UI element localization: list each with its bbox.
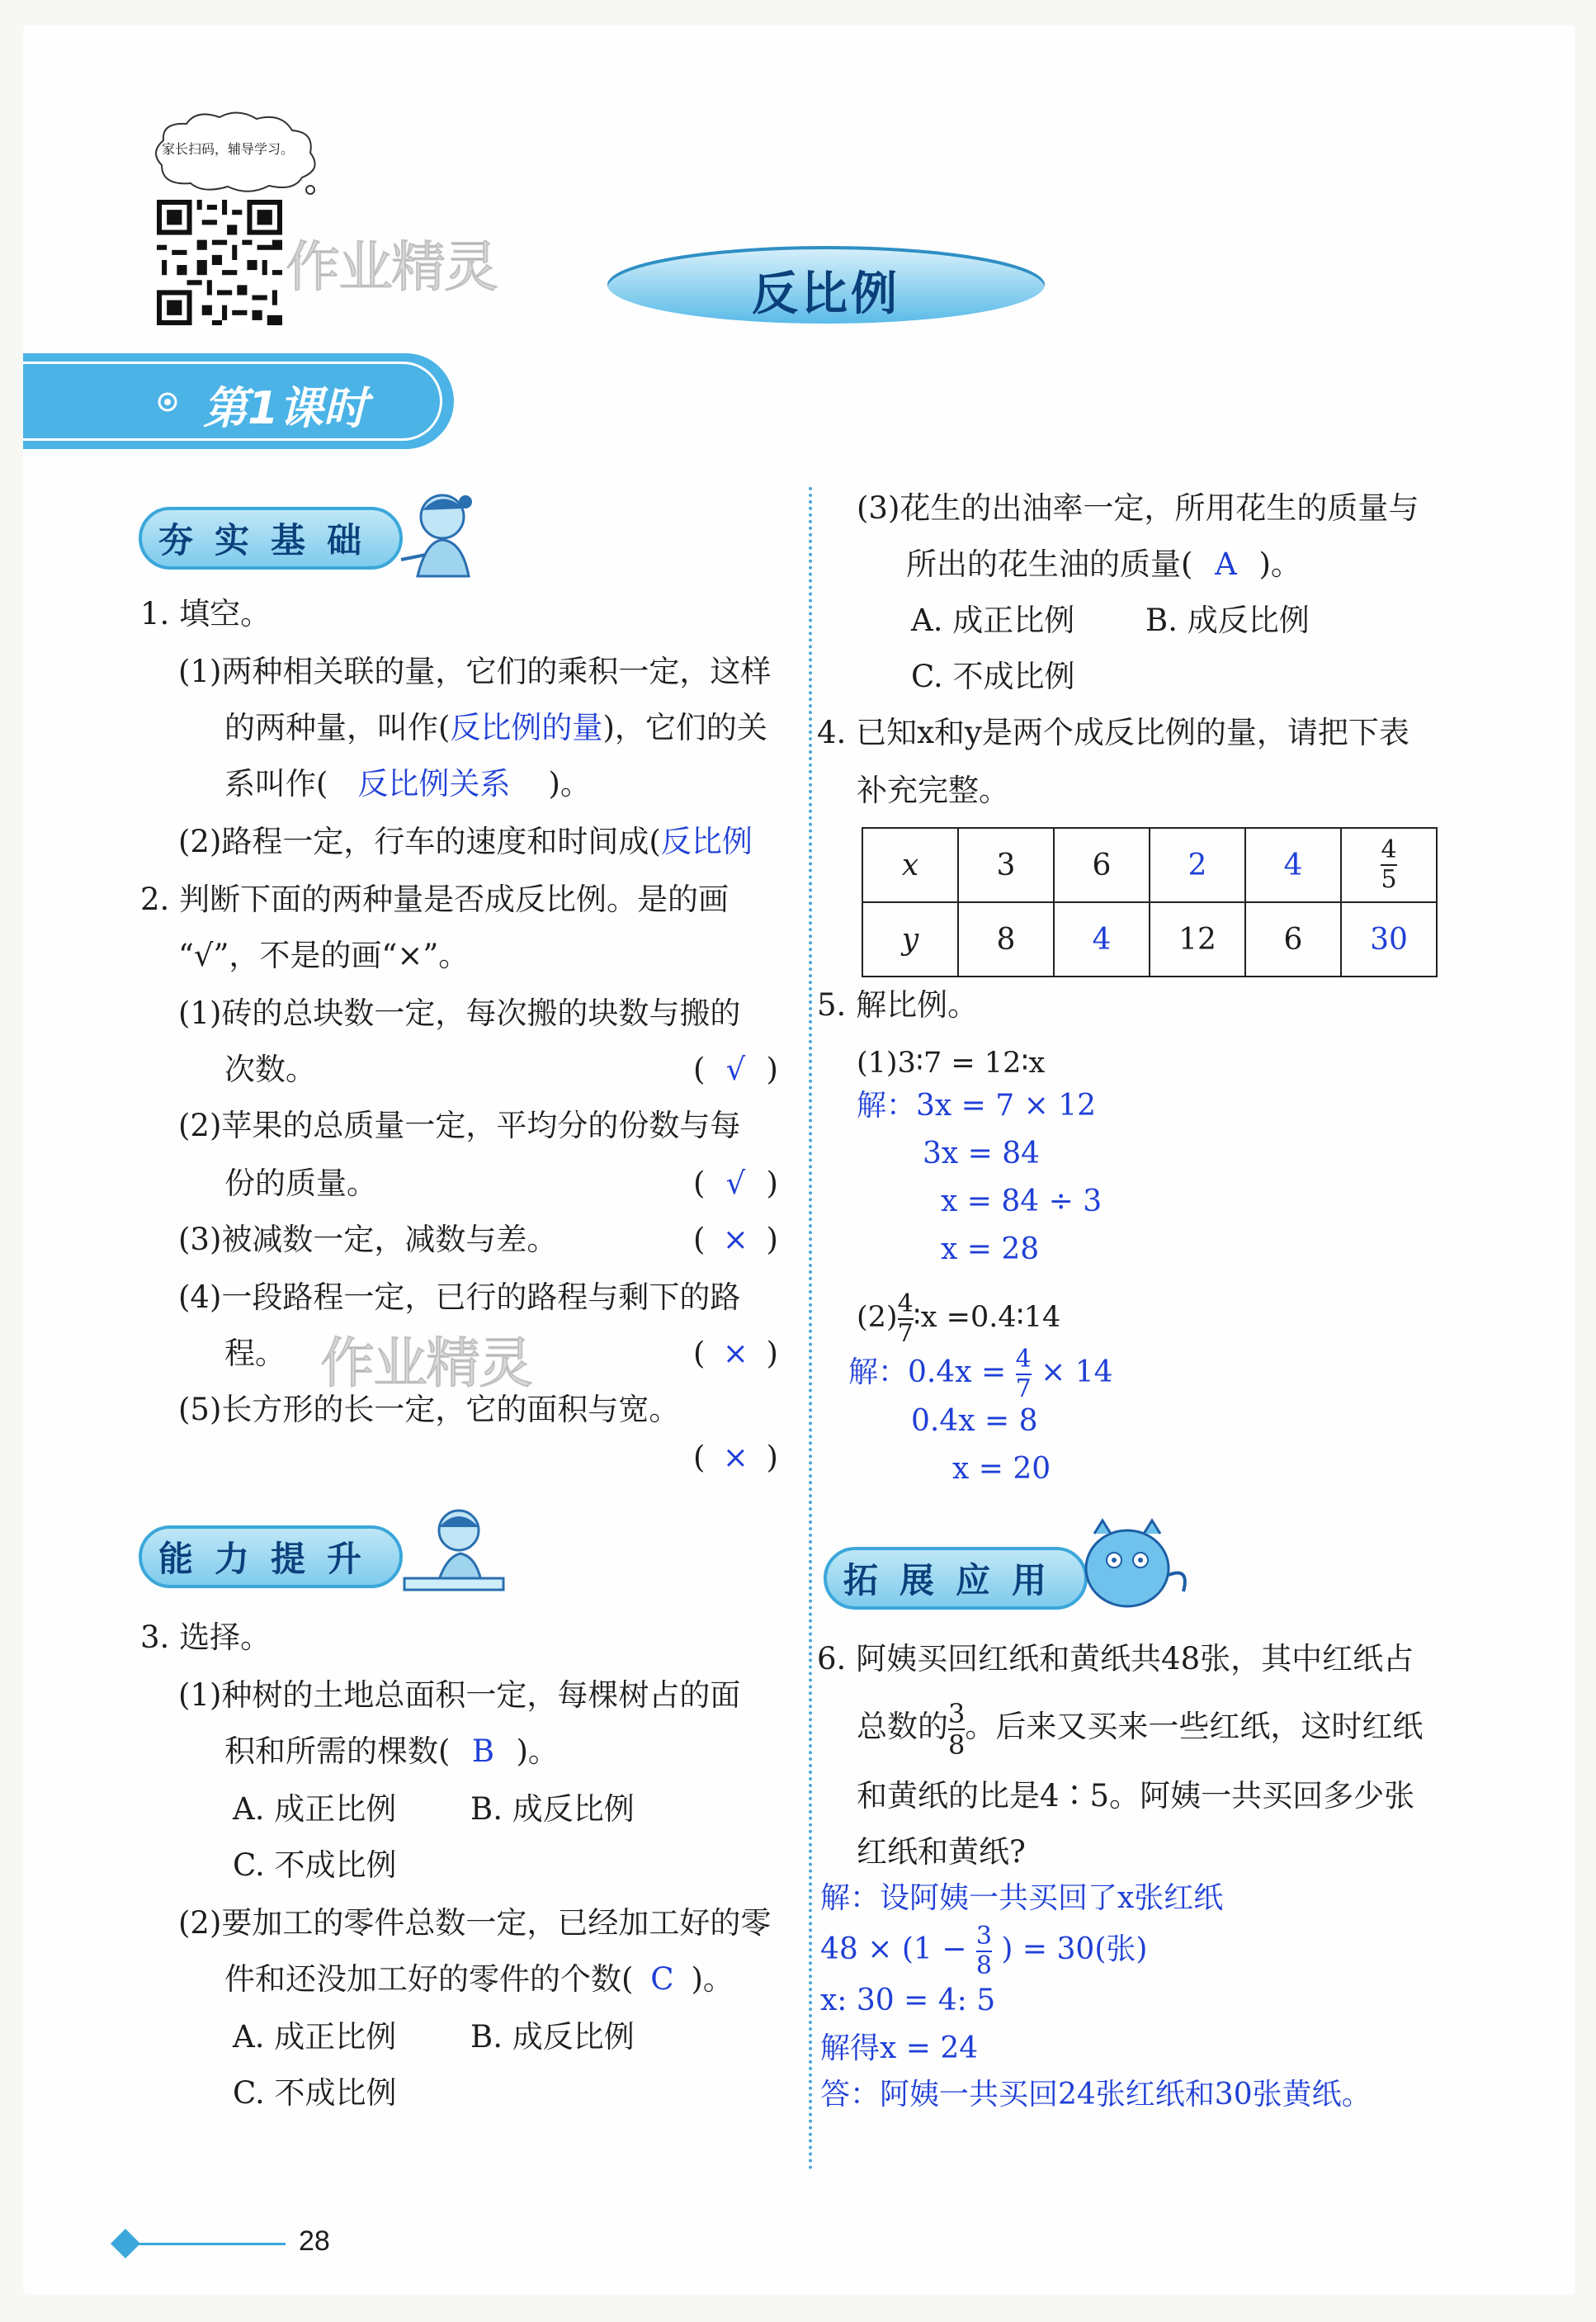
q2-3-answer: × (722, 1222, 748, 1257)
q1-1-text: 的两种量，叫作( (224, 710, 451, 745)
q6-solution-5: 答：阿姨一共买回24张红纸和30张黄纸。 (820, 2078, 1372, 2112)
q3-1-option-b: B. 成反比例 (470, 1791, 635, 1827)
q1-2-text: (2)路程一定，行车的速度和时间成( (178, 824, 661, 859)
page-number: 28 (299, 2225, 330, 2257)
boy-studying-icon (396, 1502, 512, 1601)
q2-1-answer: √ (725, 1052, 746, 1087)
q2-5-answer: × (722, 1440, 748, 1475)
column-divider (809, 487, 812, 2171)
q3-2-end: )。 (691, 1961, 734, 1997)
table-cell: 6 (1054, 828, 1150, 902)
table-cell: 6 (1245, 902, 1341, 977)
q1-1c-answer: 反比例关系 (357, 766, 511, 802)
q2-4-line1: (4)一段路程一定，已行的路程与剩下的路 (178, 1279, 741, 1315)
q3-1-text: 积和所需的棵数( (224, 1733, 451, 1769)
q2-4-line2: 程。 (224, 1336, 286, 1371)
q5-2-step3: x = 20 (952, 1452, 1051, 1486)
q1-1-text-end: )，它们的关 (602, 710, 767, 745)
q3-2-line2 (224, 1960, 734, 1999)
q5-2-step1-post: × 14 (1041, 1355, 1113, 1389)
q2-line2: “√”，不是的画“×”。 (178, 938, 470, 973)
q1-1c-end: )。 (548, 766, 591, 802)
lesson-title: 第1课时 (203, 382, 368, 434)
q1-heading: 1. 填空。 (140, 596, 272, 631)
q3-2-text: 件和还没加工好的零件的个数( (224, 1961, 634, 1997)
q2-5-paren: ( × ) (693, 1438, 778, 1478)
q3-1-option-c: C. 不成比例 (233, 1847, 397, 1883)
q5-2-pre: (2) (857, 1301, 898, 1334)
q6-line4: 红纸和黄纸? (857, 1834, 1026, 1870)
q5-2 (857, 1284, 1060, 1350)
q2-4-answer: × (722, 1336, 748, 1371)
page (23, 25, 1575, 2295)
q3-2-line1: (2)要加工的零件总数一定，已经加工好的零 (178, 1905, 772, 1941)
q4-line1: 4. 已知x和y是两个成反比例的量，请把下表 (817, 715, 1409, 750)
table-cell-answer: 4 (1054, 902, 1150, 977)
section-extend (824, 1547, 1088, 1610)
q3-2-answer: C (650, 1961, 674, 1997)
section-basic-label: 夯实基础 (158, 520, 383, 560)
q6-line1: 6. 阿姨买回红纸和黄纸共48张，其中红纸占 (817, 1641, 1414, 1676)
q5-2-step2: 0.4x = 8 (911, 1404, 1038, 1438)
q5-2-fraction: $\frac{4}{7}$ (897, 1289, 914, 1348)
q3-3-option-a: A. 成正比例 (911, 603, 1075, 638)
q1-2-answer: 反比例 (660, 824, 753, 859)
q3-1-line2 (224, 1732, 559, 1771)
q1-1c-text: 系叫作( (224, 766, 328, 802)
diamond-icon (109, 2227, 142, 2260)
q4-line2: 补充完整。 (857, 773, 1009, 808)
q3-3-option-b: B. 成反比例 (1145, 603, 1310, 638)
q5-2-step1 (848, 1344, 1113, 1402)
xy-table (862, 827, 1438, 977)
q3-1-option-a: A. 成正比例 (233, 1791, 397, 1827)
q5-2-step1-fraction: $\frac{4}{7}$ (1015, 1345, 1032, 1403)
q3-3-line2 (906, 545, 1301, 584)
q3-3-end: )。 (1258, 546, 1301, 582)
q2-2-line2: 份的质量。 (224, 1166, 377, 1201)
q2-4-paren: ( × ) (693, 1334, 778, 1374)
q6-line2-pre: 总数的 (857, 1709, 948, 1744)
q2-2-answer: √ (725, 1166, 746, 1201)
q1-1-line2 (224, 708, 767, 748)
q2-1-line1: (1)砖的总块数一定，每次搬的块数与搬的 (178, 995, 741, 1031)
q3-2-option-a: A. 成正比例 (233, 2019, 397, 2055)
q6-solution-2 (820, 1920, 1147, 1979)
section-extend-label: 拓展应用 (843, 1560, 1068, 1601)
q6-solution-2-post: ) = 30(张) (1001, 1932, 1148, 1966)
q3-3-line1: (3)花生的出油率一定，所用花生的质量与 (857, 490, 1419, 526)
q2-3: (3)被减数一定，减数与差。 (178, 1222, 558, 1257)
table-label-x: x (862, 828, 958, 902)
q2-1-paren: ( √ ) (693, 1050, 778, 1090)
section-ability (139, 1525, 403, 1588)
table-label-y: y (862, 902, 958, 977)
q5-1: (1)3∶7 = 12∶x (857, 1047, 1046, 1080)
q3-3-text: 所出的花生油的质量( (906, 546, 1193, 582)
q2-2-line1: (2)苹果的总质量一定，平均分的份数与每 (178, 1108, 741, 1143)
table-cell-answer: 4 (1245, 828, 1341, 902)
q5-heading: 5. 解比例。 (817, 987, 979, 1023)
table-cell: 3 (958, 828, 1054, 902)
q5-2-step1-pre: 解：0.4x = (848, 1355, 1007, 1389)
q5-2-post: ∶x =0.4∶14 (913, 1301, 1061, 1334)
q2-1-line2: 次数。 (224, 1052, 316, 1087)
q5-1-step2: 3x = 84 (923, 1137, 1041, 1170)
table-cell: 12 (1150, 902, 1245, 977)
q5-1-step1: 解：3x = 7 × 12 (857, 1089, 1097, 1123)
q5-1-step3: x = 84 ÷ 3 (941, 1185, 1103, 1218)
q6-solution-1: 解：设阿姨一共买回了x张红纸 (820, 1881, 1224, 1915)
section-basic (139, 507, 403, 570)
watermark: 作业精灵 (286, 235, 497, 299)
q2-line1: 2. 判断下面的两种量是否成反比例。是的画 (140, 882, 730, 917)
q3-1-end: )。 (516, 1733, 559, 1769)
qr-code-icon[interactable] (157, 200, 282, 325)
q6-solution-4: 解得x = 24 (820, 2031, 979, 2065)
q3-2-option-b: B. 成反比例 (470, 2019, 635, 2055)
q3-1-line1: (1)种树的土地总面积一定，每棵树占的面 (178, 1677, 741, 1713)
q2-5: (5)长方形的长一定，它的面积与宽。 (178, 1392, 680, 1427)
q1-2 (178, 822, 753, 862)
table-row-x (862, 828, 1437, 902)
girl-writing-icon (393, 484, 484, 583)
q5-1-step4: x = 28 (941, 1232, 1040, 1266)
monster-mascot-icon (1070, 1517, 1193, 1616)
q3-2-option-c: C. 不成比例 (233, 2075, 397, 2111)
q6-solution-2-pre: 48 × (1 − (820, 1932, 967, 1966)
q3-heading: 3. 选择。 (140, 1620, 272, 1655)
q1-1-line3 (224, 764, 591, 804)
q6-line3: 和黄纸的比是4∶5。阿姨一共买回多少张 (857, 1778, 1415, 1814)
q2-3-paren: ( × ) (693, 1220, 778, 1260)
watermark-mid: 作业精灵 (320, 1331, 531, 1395)
table-cell-answer: 2 (1150, 828, 1245, 902)
q6-solution-fraction: $\frac{3}{8}$ (975, 1922, 992, 1980)
table-cell-answer: 30 (1341, 902, 1437, 977)
q1-1-answer: 反比例的量 (450, 710, 603, 745)
q3-3-answer: A (1215, 546, 1237, 582)
table-cell-fraction: $\frac{4}{5}$ (1341, 828, 1437, 902)
q6-line2-post: 。后来又买来一些红纸，这时红纸 (965, 1709, 1424, 1744)
bubble-text: 家长扫码，辅导学习。 (162, 141, 295, 157)
q6-solution-3: x: 30 = 4: 5 (820, 1984, 996, 2017)
footer-line (139, 2243, 286, 2245)
q3-3-option-c: C. 不成比例 (911, 659, 1075, 694)
q1-1-line1: (1)两种相关联的量，它们的乘积一定，这样 (178, 654, 772, 689)
circle-dot-icon (157, 391, 178, 413)
q2-2-paren: ( √ ) (693, 1164, 778, 1204)
q3-1-answer: B (471, 1733, 495, 1769)
page-title: 反比例 (752, 267, 900, 321)
table-cell: 8 (958, 902, 1054, 977)
q6-fraction: $\frac{3}{8}$ (948, 1697, 966, 1761)
section-ability-label: 能力提升 (158, 1539, 383, 1579)
table-row-y (862, 902, 1437, 977)
q6-line2 (857, 1694, 1423, 1760)
